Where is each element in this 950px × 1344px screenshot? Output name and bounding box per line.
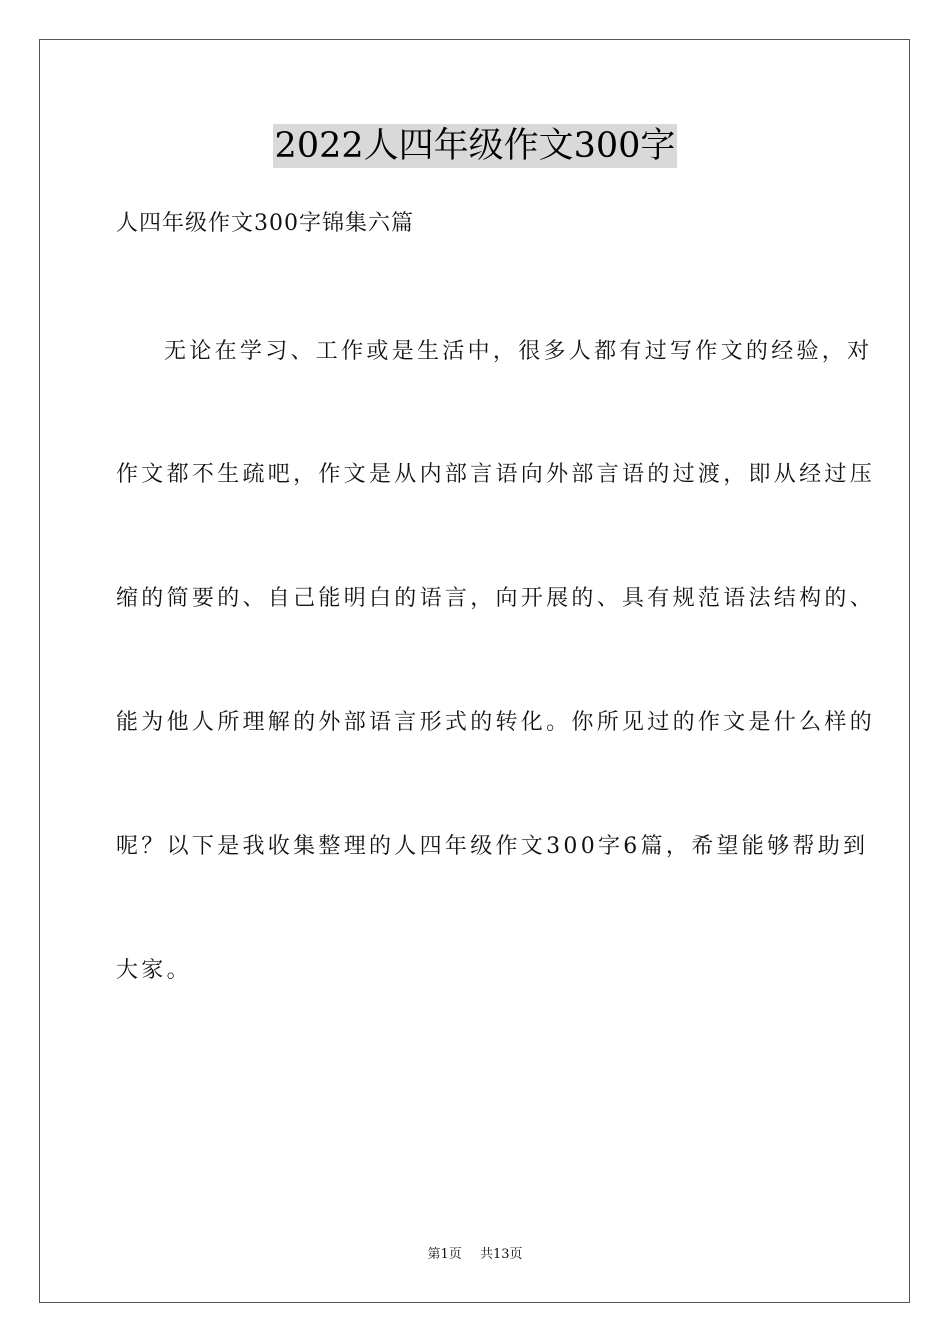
paragraph-line-4: 能为他人所理解的外部语言形式的转化。你所见过的作文是什么样的 bbox=[116, 710, 876, 735]
paragraph-line-1: 无论在学习、工作或是生活中，很多人都有过写作文的经验，对 bbox=[164, 339, 873, 364]
title-container bbox=[0, 124, 950, 168]
page-total: 共13页 bbox=[479, 1247, 523, 1262]
document-subtitle: 人四年级作文300字锦集六篇 bbox=[116, 211, 414, 236]
paragraph-line-3: 缩的简要的、自己能明白的语言，向开展的、具有规范语法结构的、 bbox=[116, 586, 876, 611]
paragraph-line-5: 呢？以下是我收集整理的人四年级作文300字6篇，希望能够帮助到 bbox=[116, 834, 869, 859]
paragraph-line-6: 大家。 bbox=[116, 958, 192, 983]
page-footer bbox=[0, 1246, 950, 1264]
paragraph-line-2: 作文都不生疏吧，作文是从内部言语向外部言语的过渡，即从经过压 bbox=[116, 462, 876, 487]
page-number: 第1页 bbox=[427, 1247, 462, 1262]
document-title: 2022人四年级作文300字 bbox=[274, 126, 676, 166]
